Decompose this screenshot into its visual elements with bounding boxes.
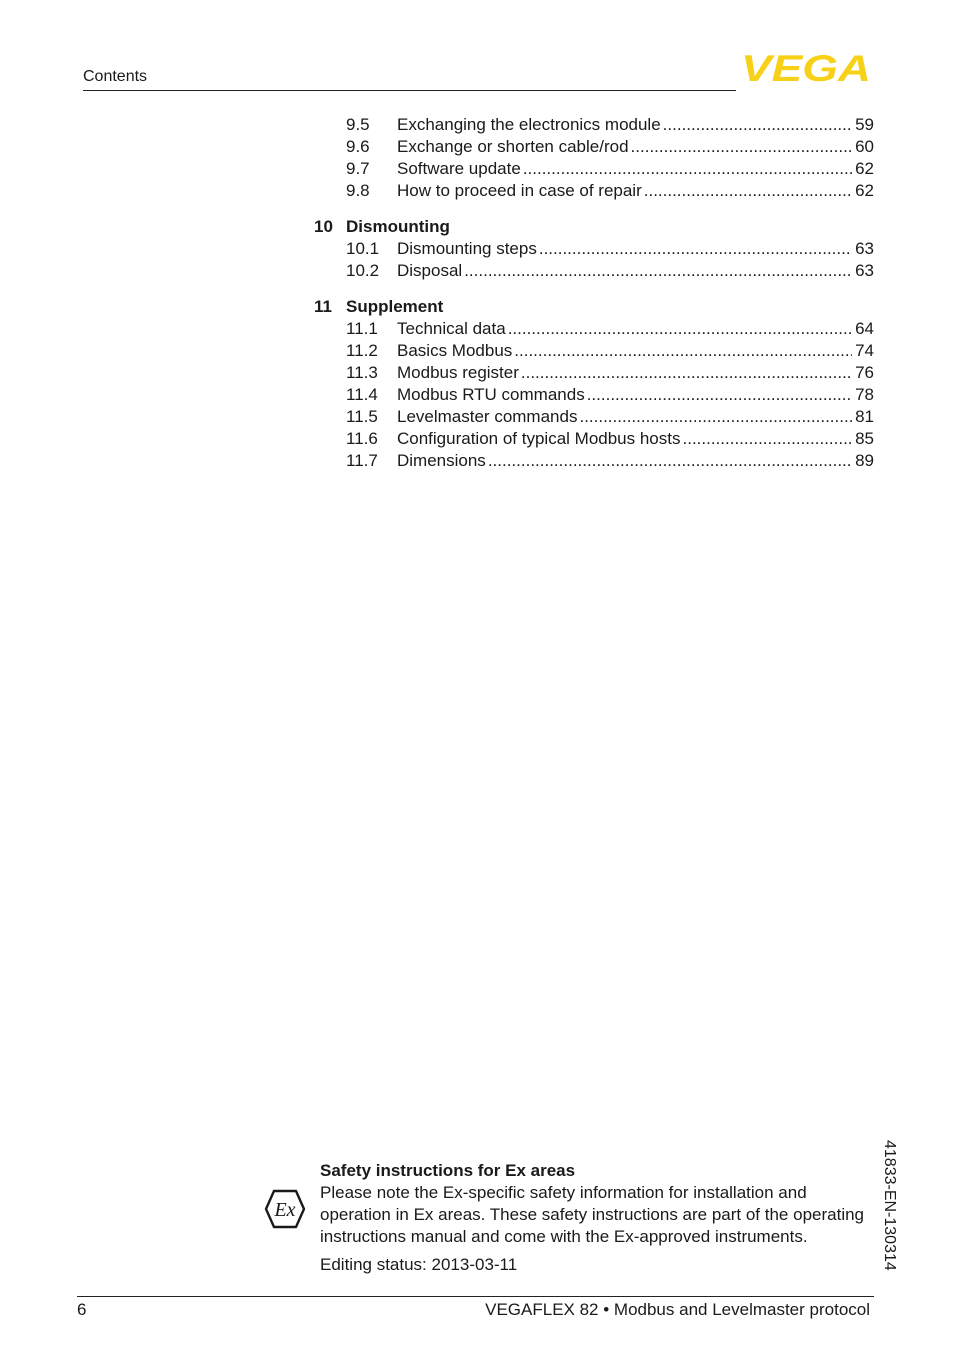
toc-entry-title: Disposal xyxy=(397,261,463,280)
toc-entry-page: 60 xyxy=(855,137,874,156)
header-rule xyxy=(83,90,736,91)
toc-section-title: Dismounting xyxy=(346,217,450,236)
safety-title: Safety instructions for Ex areas xyxy=(320,1161,576,1180)
toc-entry-number: 11.5 xyxy=(346,407,378,426)
footer-page-number: 6 xyxy=(77,1300,87,1319)
toc-entry-leader xyxy=(523,158,852,180)
toc-entry-number: 11.2 xyxy=(346,341,378,360)
toc-entry-page: 59 xyxy=(855,115,874,134)
toc-entry-number: 11.6 xyxy=(346,429,378,448)
toc-entry[interactable] xyxy=(314,340,874,362)
toc-entry-number: 9.8 xyxy=(346,181,370,200)
toc-entry[interactable] xyxy=(314,428,874,450)
toc-entry-title: How to proceed in case of repair xyxy=(397,181,642,200)
toc-entry[interactable] xyxy=(314,136,874,158)
toc-entry-page: 74 xyxy=(855,341,874,360)
toc-entry-title: Modbus RTU commands xyxy=(397,385,585,404)
toc-entry-leader xyxy=(587,384,852,406)
toc-entry-title: Modbus register xyxy=(397,363,519,382)
toc-entry[interactable] xyxy=(314,450,874,472)
toc-entry-title: Dismounting steps xyxy=(397,239,537,258)
toc-entry[interactable] xyxy=(314,362,874,384)
document-code: 41833-EN-130314 xyxy=(881,1140,898,1271)
safety-body: Please note the Ex-specific safety information for installation and operation in Ex areas. These safety instructions are part of the operating instructions manual and come with the Ex-approved instruments. xyxy=(320,1183,864,1246)
toc-entry[interactable] xyxy=(314,406,874,428)
toc-continued xyxy=(314,114,874,202)
toc-entry[interactable] xyxy=(314,158,874,180)
toc-entry-title: Exchanging the electronics module xyxy=(397,115,661,134)
toc-entry-number: 9.7 xyxy=(346,159,370,178)
toc-entry-leader xyxy=(579,406,852,428)
vega-logo xyxy=(741,52,873,84)
toc-entry-number: 11.4 xyxy=(346,385,378,404)
vega-logo-text: VEGA xyxy=(741,52,871,84)
toc-entry[interactable] xyxy=(314,114,874,136)
toc-entry-number: 10.2 xyxy=(346,261,380,280)
toc-section xyxy=(314,296,874,472)
toc-entry-page: 64 xyxy=(855,319,874,338)
toc-entry-leader xyxy=(663,114,852,136)
toc-entry-leader xyxy=(631,136,852,158)
toc-entry-title: Levelmaster commands xyxy=(397,407,578,426)
toc-entry-title: Software update xyxy=(397,159,521,178)
ex-hazard-icon xyxy=(264,1189,306,1229)
toc-entry-page: 81 xyxy=(855,407,874,426)
toc-entry-page: 62 xyxy=(855,159,874,178)
toc-entry[interactable] xyxy=(314,384,874,406)
toc-entry-page: 85 xyxy=(855,429,874,448)
toc-entry-page: 76 xyxy=(855,363,874,382)
footer-rule xyxy=(77,1296,874,1297)
toc-entry-leader xyxy=(464,260,852,282)
header-title: Contents xyxy=(83,68,148,85)
toc-entry-leader xyxy=(539,238,852,260)
toc-section-heading[interactable] xyxy=(314,296,874,318)
toc-section-number: 11 xyxy=(314,297,332,316)
toc-entry-leader xyxy=(488,450,852,472)
toc-entry-leader xyxy=(521,362,852,384)
toc-entry-number: 11.3 xyxy=(346,363,378,382)
toc-section-number: 10 xyxy=(314,217,333,236)
toc-entry-page: 63 xyxy=(855,261,874,280)
toc-section xyxy=(314,216,874,282)
toc-entry[interactable] xyxy=(314,238,874,260)
svg-text:Ex: Ex xyxy=(274,1199,296,1221)
toc-entry-page: 63 xyxy=(855,239,874,258)
table-of-contents xyxy=(314,114,874,486)
toc-entry[interactable] xyxy=(314,260,874,282)
footer-product-title: VEGAFLEX 82 • Modbus and Levelmaster protocol xyxy=(485,1300,870,1319)
toc-entry-number: 9.6 xyxy=(346,137,370,156)
toc-entry-page: 78 xyxy=(855,385,874,404)
toc-sections xyxy=(314,216,874,472)
toc-entry-leader xyxy=(683,428,853,450)
toc-entry-number: 11.1 xyxy=(346,319,378,338)
toc-entry-page: 89 xyxy=(855,451,874,470)
toc-entry-title: Dimensions xyxy=(397,451,486,470)
toc-entry[interactable] xyxy=(314,318,874,340)
toc-entry-number: 10.1 xyxy=(346,239,380,258)
toc-entry-title: Basics Modbus xyxy=(397,341,513,360)
toc-entry-leader xyxy=(508,318,852,340)
toc-section-heading[interactable] xyxy=(314,216,874,238)
toc-section-title: Supplement xyxy=(346,297,444,316)
safety-notice xyxy=(320,1160,875,1276)
toc-entry-number: 11.7 xyxy=(346,451,378,470)
toc-entry-title: Exchange or shorten cable/rod xyxy=(397,137,629,156)
toc-entry-leader xyxy=(644,180,852,202)
toc-entry-leader xyxy=(514,340,852,362)
toc-entry-page: 62 xyxy=(855,181,874,200)
editing-status: Editing status: 2013-03-11 xyxy=(320,1255,518,1274)
toc-entry-number: 9.5 xyxy=(346,115,370,134)
toc-entry-title: Technical data xyxy=(397,319,506,338)
toc-entry-title: Configuration of typical Modbus hosts xyxy=(397,429,681,448)
toc-entry[interactable] xyxy=(314,180,874,202)
